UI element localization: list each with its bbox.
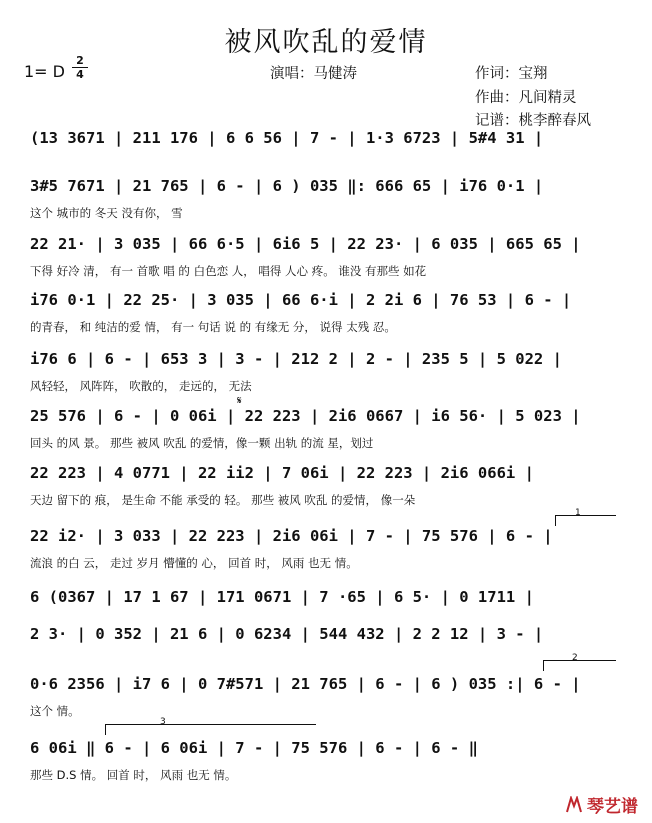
lyric-line: 回头 的风 景。 那些 被风 吹乱 的爱情，像一颗 出轨 的流 星，划过 xyxy=(30,436,374,450)
lyric-line: 下得 好冷 清， 有一 首歌 唱 的 白色恋 人， 唱得 人心 疼。 谁没 有那些 如花 xyxy=(30,264,427,278)
transcriber-credit: 记谱：桃李醉春风 xyxy=(475,113,591,129)
notation-line: 22 223 | 4 0771 | 22 ii2 | 7 06i | 22 223 | 2i6 066i | xyxy=(30,464,534,482)
volta-2-number: 2 xyxy=(572,653,578,663)
lyric-line: 的青春， 和 纯洁的爱 情， 有一 句话 说 的 有缘无 分， 说得 太残 忍。 xyxy=(30,320,396,334)
lyric-line: 天边 留下的 痕， 是生命 不能 承受的 轻。 那些 被风 吹乱 的爱情， 像一朵 xyxy=(30,493,416,507)
time-sig-bottom: 4 xyxy=(76,68,84,81)
notation-line: i76 6 | 6 - | 653 3 | 3 - | 212 2 | 2 - | 235 5 | 5 022 | xyxy=(30,350,562,368)
site-logo xyxy=(565,792,638,817)
lyric-line: 那些 D.S 情。 回首 时， 风雨 也无 情。 xyxy=(30,768,237,782)
volta-1-number: 1 xyxy=(575,508,581,518)
notation-line: 0·6 2356 | i7 6 | 0 7#571 | 21 765 | 6 - | 6 ) 035 :| 6 - | xyxy=(30,675,581,693)
lyricist-credit: 作词：宝翔 xyxy=(475,66,548,82)
song-title: 被风吹乱的爱情 xyxy=(224,27,428,58)
logo-icon xyxy=(565,796,583,814)
volta-2-bracket xyxy=(543,660,616,671)
notation-line: i76 0·1 | 22 25· | 3 035 | 66 6·i | 2 2i 6 | 76 53 | 6 - | xyxy=(30,291,572,309)
notation-line: 22 21· | 3 035 | 66 6·5 | 6i6 5 | 22 23· | 6 035 | 665 65 | xyxy=(30,235,581,253)
lyric-line: 这个 情。 xyxy=(30,704,80,718)
lyric-line: 流浪 的白 云， 走过 岁月 懵懂的 心， 回首 时， 风雨 也无 情。 xyxy=(30,556,358,570)
notation-line: 25 576 | 6 - | 0 06i | 22 223 | 2i6 0667 | i6 56· | 5 023 | xyxy=(30,407,581,425)
notation-line: (13 3671 | 211 176 | 6 6 56 | 7 - | 1·3 6723 | 5#4 31 | xyxy=(30,129,544,147)
notation-line: 2 3· | 0 352 | 21 6 | 0 6234 | 544 432 | 2 2 12 | 3 - | xyxy=(30,625,544,643)
volta-3-bracket xyxy=(105,724,316,735)
volta-1-bracket xyxy=(555,515,616,526)
volta-3-number: 3 xyxy=(160,717,166,727)
notation-line: 6 06i ‖ 6 - | 6 06i | 7 - | 75 576 | 6 - | 6 - ‖ xyxy=(30,739,478,757)
composer-credit: 作曲：凡间精灵 xyxy=(475,90,577,106)
time-sig-top: 2 xyxy=(76,54,84,67)
notation-line: 22 i2· | 3 033 | 22 223 | 2i6 06i | 7 - | 75 576 | 6 - | xyxy=(30,527,553,545)
segno-sign: 𝄋 xyxy=(237,394,242,407)
time-signature xyxy=(72,55,88,80)
notation-line: 6 (0367 | 17 1 67 | 171 0671 | 7 ·65 | 6 5· | 0 1711 | xyxy=(30,588,534,606)
notation-line: 3#5 7671 | 21 765 | 6 - | 6 ) 035 ‖: 666 65 | i76 0·1 | xyxy=(30,177,544,195)
lyric-line: 这个 城市的 冬天 没有你， 雪 xyxy=(30,206,183,220)
lyric-line: 风轻轻， 风阵阵， 吹散的， 走远的， 无法 xyxy=(30,379,252,393)
logo-text: 琴艺谱 xyxy=(587,797,638,817)
key-signature: 1= D xyxy=(24,62,65,81)
singer-credit: 演唱：马健涛 xyxy=(270,66,357,82)
